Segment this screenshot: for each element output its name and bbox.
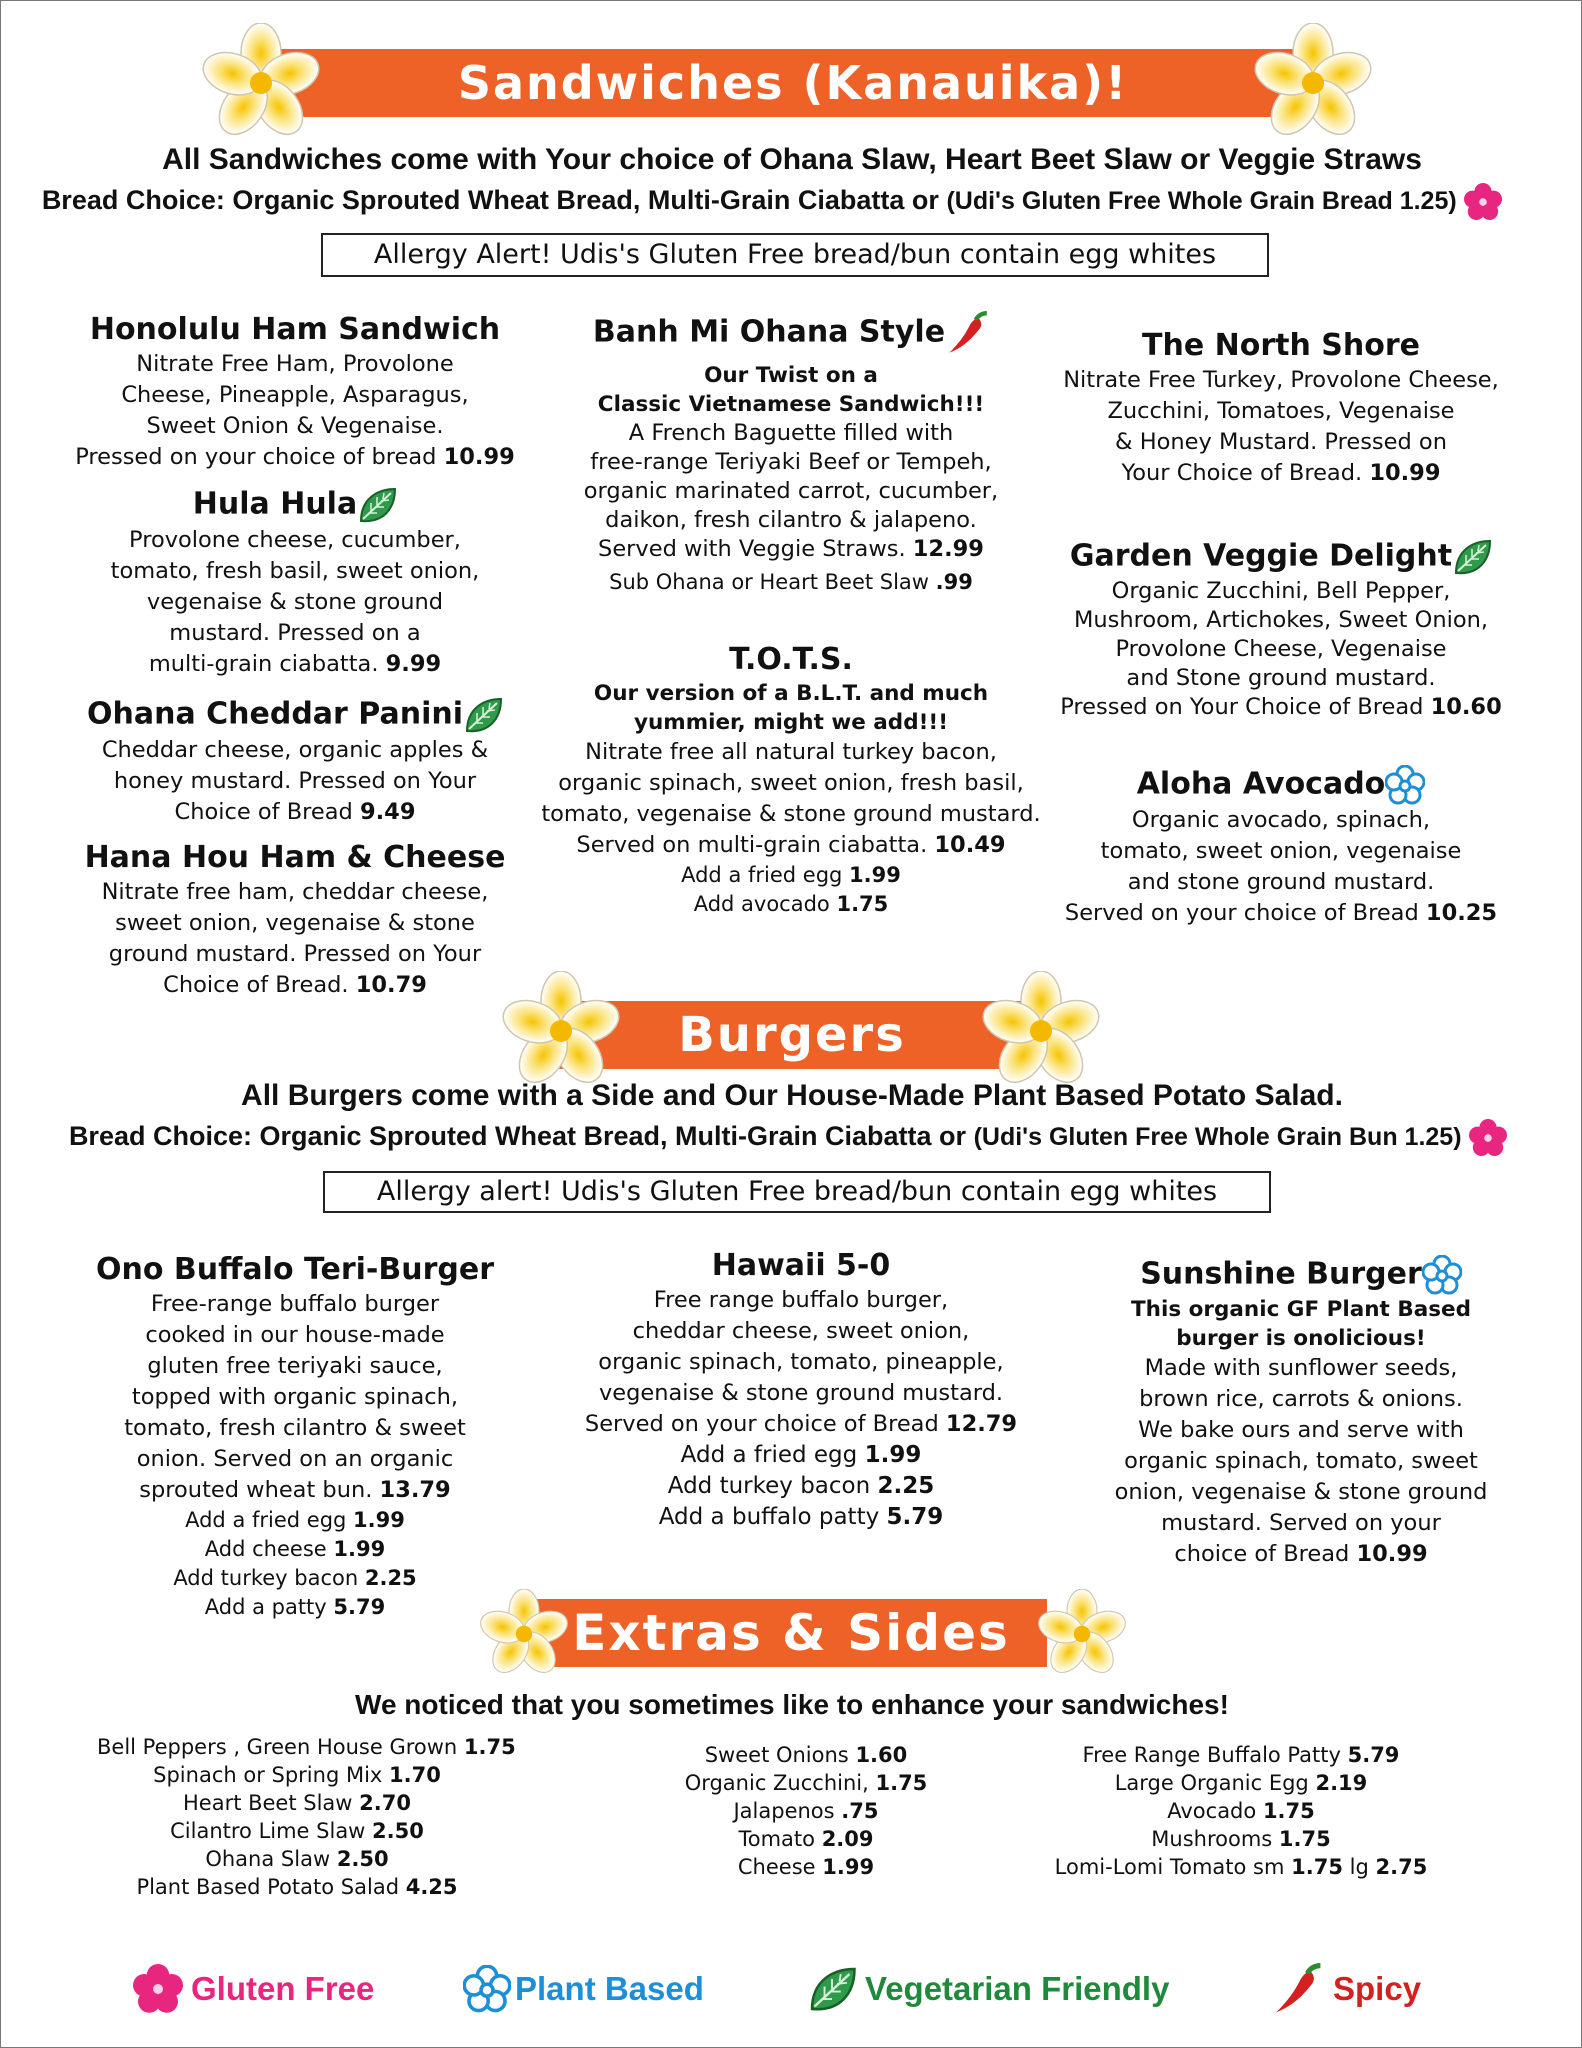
extras-item: Spinach or Spring Mix 1.70 [153,1763,441,1787]
legend-gluten-free: Gluten Free [133,1959,374,2019]
menu-item-aloha-avocado [1021,765,1541,929]
item-addon: Add cheese 1.99 [204,1537,386,1561]
item-description: Organic avocado, spinach, tomato, sweet onion, vegenaise and stone ground mustard. Served on your choice of Bread 10.25 [1064,807,1498,926]
item-description: Nitrate free all natural turkey bacon, organic spinach, sweet onion, fresh basil, tomato, vegenaise & stone ground mustard. Served on multi-grain ciabatta. 10.49 [541,739,1041,858]
hibiscus-icon [133,1964,183,2014]
item-addon: Add a fried egg 1.99 [185,1508,405,1532]
menu-item-ohana-cheddar-panini [55,695,535,828]
menu-item-north-shore [1021,327,1541,489]
extras-item: Cilantro Lime Slaw 2.50 [170,1819,424,1843]
extras-item: Free Range Buffalo Patty 5.79 [1082,1743,1400,1767]
burgers-banner [549,1001,1035,1069]
item-tagline: Our version of a B.L.T. and much yummier, might we add!!! [593,681,989,735]
item-price: 13.79 [379,1477,451,1503]
hibiscus-icon [1469,1119,1507,1157]
extras-item: Heart Beet Slaw 2.70 [182,1791,411,1815]
extras-item: Avocado 1.75 [1167,1799,1315,1823]
bread-choice-text: Bread Choice: Organic Sprouted Wheat Bread, Multi-Grain Ciabatta or [68,1121,967,1152]
plumeria-flower-icon [201,23,321,143]
gluten-free-bun-text: (Udi's Gluten Free Whole Grain Bun 1.25) [973,1123,1462,1152]
extras-item: Large Organic Egg 2.19 [1114,1771,1368,1795]
item-price: 12.99 [912,536,984,562]
item-name: Honolulu Ham Sandwich [89,312,501,347]
extras-item: Tomato 2.09 [738,1827,874,1851]
menu-item-garden-veggie-delight [1021,537,1541,722]
chili-pepper-icon [1271,1963,1323,2015]
item-name: Ohana Cheddar Panini [55,695,535,735]
item-description: Organic Zucchini, Bell Pepper, Mushroom, Artichokes, Sweet Onion, Provolone Cheese, Vegenaise and Stone ground mustard. Pressed on Your Choice of Bread 10.60 [1060,578,1502,720]
leaf-icon [357,485,397,525]
leaf-icon [807,1964,857,2014]
item-price: 10.99 [443,444,515,470]
item-addon: Add turkey bacon 2.25 [173,1566,417,1590]
item-price: 12.79 [945,1411,1018,1437]
bread-choice-text: Bread Choice: Organic Sprouted Wheat Bread, Multi-Grain Ciabatta or [41,185,939,216]
item-price: 9.99 [385,651,442,677]
extras-banner [535,1599,1047,1667]
burgers-title: Burgers [678,1007,906,1063]
item-description: Free range buffalo burger, cheddar cheese, sweet onion, organic spinach, tomato, pineapple, vegenaise & stone ground mustard. Served on your choice of Bread 12.79 [584,1287,1018,1437]
extras-item: Cheese 1.99 [737,1855,875,1879]
item-name: T.O.T.S. [729,642,853,677]
menu-item-tots [511,641,1071,919]
extras-item: Organic Zucchini, 1.75 [684,1771,928,1795]
item-name: Garden Veggie Delight [1021,537,1541,577]
menu-item-sunshine-burger [1041,1255,1561,1570]
item-price: 9.49 [359,799,416,825]
item-name: The North Shore [1142,328,1420,363]
item-addon: Sub Ohana or Heart Beet Slaw .99 [609,570,973,594]
legend-vegetarian-friendly: Vegetarian Friendly [807,1959,1169,2019]
item-price: 10.49 [934,832,1006,858]
item-price: 10.99 [1369,460,1441,486]
extras-column-3 [1021,1741,1461,1881]
item-price: 10.60 [1430,694,1502,720]
leaf-icon [463,695,503,735]
item-name: Hana Hou Ham & Cheese [84,840,506,875]
plumeria-flower-icon [479,1589,569,1679]
item-description: Nitrate free ham, cheddar cheese, sweet onion, vegenaise & stone ground mustard. Pressed on Your Choice of Bread. 10.79 [101,879,489,998]
plumeria-flower-icon [981,971,1101,1091]
menu-item-hawaii-5-0 [531,1247,1071,1533]
plumeria-flower-icon [501,971,621,1091]
item-name: Ono Buffalo Teri-Burger [95,1252,494,1287]
extras-column-2 [641,1741,971,1881]
extras-intro: We noticed that you sometimes like to enhance your sandwiches! [355,1689,1229,1720]
item-tagline: This organic GF Plant Based burger is onolicious! [1131,1297,1471,1351]
sandwiches-title: Sandwiches (Kanauika)! [457,56,1129,110]
item-description: Free-range buffalo burger cooked in our house-made gluten free teriyaki sauce, topped with organic spinach, tomato, fresh cilantro & sweet onion. Served on an organic sprouted wheat bun. 13.79 [124,1291,466,1503]
leaf-icon [1452,537,1492,577]
gluten-free-bread-text: (Udi's Gluten Free Whole Grain Bread 1.25) [946,187,1457,216]
extras-item: Jalapenos .75 [733,1799,879,1823]
item-description: Provolone cheese, cucumber, tomato, fresh basil, sweet onion, vegenaise & stone ground mustard. Pressed on a multi-grain ciabatta. 9.99 [110,527,480,677]
blue-flower-icon [463,1965,511,2013]
sandwiches-allergy-alert [321,233,1269,277]
blue-flower-icon [1385,765,1425,805]
item-addon: Add avocado 1.75 [693,892,889,916]
item-price: 10.79 [355,972,427,998]
item-description: Nitrate Free Ham, Provolone Cheese, Pineapple, Asparagus, Sweet Onion & Vegenaise. Pressed on your choice of bread 10.99 [75,351,515,470]
allergy-alert-text: Allergy Alert! Udis's Gluten Free bread/bun contain egg whites [373,239,1217,270]
plumeria-flower-icon [1037,1589,1127,1679]
item-tagline: Our Twist on a Classic Vietnamese Sandwich!!! [597,363,985,417]
legend-spicy: Spicy [1271,1959,1421,2019]
menu-item-ono-buffalo-teri-burger [55,1251,535,1622]
legend-plant-based: Plant Based [463,1959,704,2019]
item-description: Cheddar cheese, organic apples & honey mustard. Pressed on Your Choice of Bread 9.49 [101,737,489,825]
item-addon: Add a buffalo patty 5.79 [658,1504,944,1530]
item-name: Aloha Avocado [1021,765,1541,805]
item-name: Hawaii 5-0 [711,1248,891,1283]
item-addon: Add a fried egg 1.99 [680,1442,922,1468]
extras-item: Plant Based Potato Salad 4.25 [136,1875,458,1899]
item-description: Nitrate Free Turkey, Provolone Cheese, Zucchini, Tomatoes, Vegenaise & Honey Mustard. Pressed on Your Choice of Bread. 10.99 [1063,367,1499,486]
extras-item: Lomi-Lomi Tomato sm 1.75 lg 2.75 [1054,1855,1428,1879]
extras-item: Mushrooms 1.75 [1151,1827,1331,1851]
extras-column-1 [97,1733,516,1901]
menu-item-hula-hula [55,485,535,680]
plumeria-flower-icon [1253,23,1373,143]
item-addon: Add a fried egg 1.99 [681,863,901,887]
item-description: Made with sunflower seeds, brown rice, carrots & onions. We bake ours and serve with organic spinach, tomato, sweet onion, vegenaise & stone ground mustard. Served on your choice of Bread 10.99 [1114,1355,1488,1567]
chili-pepper-icon [945,311,989,355]
menu-item-banh-mi-ohana [511,311,1071,597]
item-price: 10.25 [1425,900,1498,926]
sandwiches-intro-line1: All Sandwiches come with Your choice of Ohana Slaw, Heart Beet Slaw or Veggie Straws [162,143,1422,176]
menu-item-hana-hou-ham-cheese [55,839,535,1001]
extras-item: Bell Peppers , Green House Grown 1.75 [97,1735,516,1759]
item-name: Banh Mi Ohana Style [511,311,1071,355]
hibiscus-icon [1464,183,1502,221]
item-name: Hula Hula [55,485,535,525]
extras-item: Ohana Slaw 2.50 [205,1847,389,1871]
menu-item-honolulu-ham [55,311,535,473]
item-price: 10.99 [1356,1541,1428,1567]
burgers-intro-line2 [0,1119,1579,1157]
extras-item: Sweet Onions 1.60 [704,1743,908,1767]
item-addon: Add turkey bacon 2.25 [667,1473,935,1499]
burgers-allergy-alert [323,1171,1271,1213]
blue-flower-icon [1422,1255,1462,1295]
allergy-alert-text: Allergy alert! Udis's Gluten Free bread/bun contain egg whites [376,1176,1218,1207]
extras-title: Extras & Sides [572,1604,1010,1662]
sandwiches-banner [263,49,1323,117]
item-addon: Add a patty 5.79 [204,1595,386,1619]
item-description: A French Baguette filled with free-range Teriyaki Beef or Tempeh, organic marinated carrot, cucumber, daikon, fresh cilantro & jalapeno. Served with Veggie Straws. 12.99 [583,420,999,562]
item-name: Sunshine Burger [1041,1255,1561,1295]
sandwiches-intro-line2 [0,183,1563,221]
burgers-intro-line1: All Burgers come with a Side and Our House-Made Plant Based Potato Salad. [241,1079,1343,1112]
